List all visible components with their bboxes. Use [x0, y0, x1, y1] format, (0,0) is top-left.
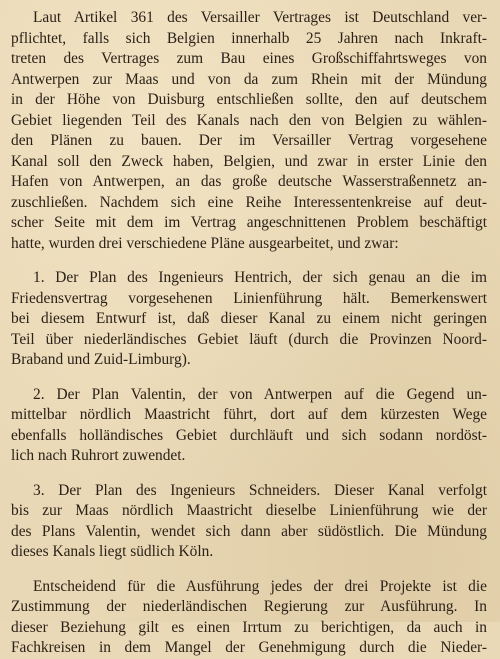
- paragraph-plan-2: [11, 385, 487, 467]
- paragraph-gap: [11, 563, 487, 577]
- text-line: den Plänen zu bauen. Der im Versailler Vertrag vorgesehene: [11, 132, 487, 149]
- text-line: bis zur Maas nördlich Maastricht dieselbe Linienführung wie der: [11, 502, 487, 519]
- paragraph-gap: [11, 467, 487, 481]
- text-line: in der Höhe von Duisburg entschließen sollte, den auf deutschem: [11, 91, 487, 108]
- text-line: hatte, wurden drei verschiedene Pläne ausgearbeitet, und zwar:: [11, 234, 399, 252]
- text-line: scher Seite mit dem im Vertrag angeschnittenen Problem beschäftigt: [11, 214, 487, 231]
- text-line: Antwerpen zur Maas und von da zum Rhein mit der Mündung: [11, 70, 487, 88]
- text-line: 1. Der Plan des Ingenieurs Hentrich, der sich genau an die im: [33, 269, 487, 286]
- text-line: lich nach Ruhrort zuwendet.: [11, 447, 186, 464]
- text-line: Zustimmung der niederländischen Regierung zur Ausführung. In: [11, 598, 487, 615]
- text-line: Laut Artikel 361 des Versailler Vertrages ist Deutschland ver-: [33, 9, 487, 26]
- text-line: Friedensvertrag vorgesehenen Linienführung hält. Bemerkenswert: [11, 289, 487, 307]
- text-line: Fachkreisen in dem Mangel der Genehmigung durch die Nieder-: [11, 639, 487, 656]
- text-line: Braband und Zuid-Limburg).: [11, 351, 191, 368]
- paragraph-gap: [11, 371, 487, 385]
- text-line: zuschließen. Nachdem sich eine Reihe Interessentenkreise auf deut-: [11, 193, 487, 211]
- paragraph-gap: [11, 254, 487, 268]
- text-line: ebenfalls holländisches Gebiet durchläuft und sich sodann nordöst-: [11, 426, 487, 444]
- paragraph-intro: [11, 8, 487, 254]
- text-line: Hafen von Antwerpen, an das große deutsche Wasserstraßennetz an-: [11, 173, 487, 190]
- paragraph-conclusion: [11, 577, 487, 659]
- text-line: Kanal soll den Zweck haben, Belgien, und zwar in erster Linie den: [11, 152, 487, 170]
- text-line: mittelbar nördlich Maastricht führt, dort auf dem kürzesten Wege: [11, 406, 487, 423]
- paragraph-plan-3: [11, 481, 487, 563]
- text-line: dieser Beziehung gilt es einen Irrtum zu berichtigen, da auch in: [11, 618, 487, 636]
- text-line: 2. Der Plan Valentin, der von Antwerpen auf die Gegend un-: [33, 385, 487, 403]
- paragraph-plan-1: [11, 268, 487, 371]
- text-line: Gebiet liegenden Teil des Kanals nach den von Belgien zu wählen-: [11, 111, 487, 129]
- text-line: dieses Kanals liegt südlich Köln.: [11, 543, 214, 560]
- text-line: Teil über niederländisches Gebiet läuft (durch die Provinzen Noord-: [11, 330, 487, 348]
- text-line: bei diesem Entwurf ist, daß dieser Kanal zu einem nicht geringen: [11, 310, 487, 327]
- text-line: des Plans Valentin, wendet sich dann aber südöstlich. Die Mündung: [11, 522, 487, 540]
- text-line: pflichtet, falls sich Belgien innerhalb 25 Jahren nach Inkraft-: [11, 29, 487, 47]
- text-line: Entscheidend für die Ausführung jedes der drei Projekte ist die: [33, 577, 487, 595]
- text-line: 3. Der Plan des Ingenieurs Schneiders. Dieser Kanal verfolgt: [33, 481, 487, 499]
- text-line: treten des Vertrages zum Bau eines Großschiffahrtsweges von: [11, 50, 487, 67]
